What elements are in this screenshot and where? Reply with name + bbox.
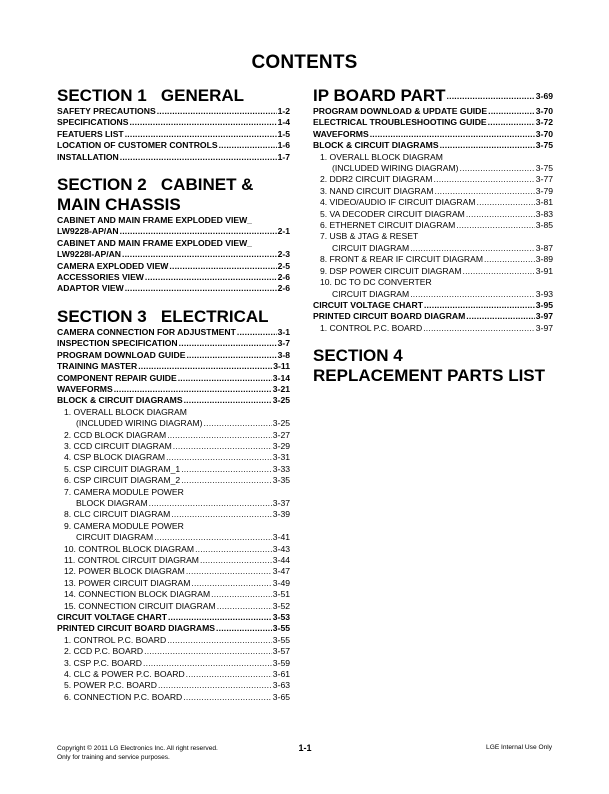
toc-entry-label: 2. DDR2 CIRCUIT DIAGRAM	[320, 174, 433, 185]
toc-entry-page: 3-70	[535, 106, 553, 116]
dot-leader	[410, 289, 535, 300]
toc-entry-label: CIRCUIT DIAGRAM	[76, 532, 154, 543]
toc-entry-label: ACCESSORIES VIEW	[57, 272, 144, 283]
toc-entry-page: 3-52	[272, 600, 290, 611]
toc-entry-page: 3-89	[535, 254, 553, 265]
toc-entry-label: BLOCK & CIRCUIT DIAGRAMS	[57, 395, 183, 406]
toc-entry-page: 3-14	[272, 372, 290, 383]
toc-entry-label: CIRCUIT VOLTAGE CHART	[313, 299, 423, 310]
toc-entry-label: ADAPTOR VIEW	[57, 283, 124, 294]
toc-entry-page: 3-43	[272, 543, 290, 554]
toc-entry[interactable]	[57, 272, 290, 283]
dot-leader	[143, 658, 272, 669]
toc-entry-label: COMPONENT REPAIR GUIDE	[57, 372, 177, 383]
page-title: CONTENTS	[251, 52, 358, 73]
dot-leader	[149, 498, 272, 509]
toc-entry[interactable]	[313, 152, 553, 163]
section-heading: SECTION 3 ELECTRICAL	[57, 306, 269, 326]
toc-entry-page: 3-11	[273, 361, 290, 372]
dot-leader	[168, 612, 272, 623]
toc-entry-page: 3-35	[272, 475, 290, 486]
toc-entry-label: CABINET AND MAIN FRAME EXPLODED VIEW_	[57, 237, 252, 248]
dot-leader	[138, 361, 272, 372]
toc-entry[interactable]	[313, 311, 553, 322]
toc-entry-page: 3-57	[272, 646, 290, 657]
toc-entry-page: 3-75	[535, 140, 553, 151]
toc-entry[interactable]	[57, 658, 290, 669]
toc-entry[interactable]	[57, 623, 290, 634]
toc-entry[interactable]	[57, 215, 290, 226]
toc-entry-page: 3-63	[272, 680, 290, 691]
dot-leader	[125, 283, 277, 294]
toc-entry[interactable]	[57, 106, 290, 117]
toc-entry-label: PRINTED CIRCUIT BOARD DIAGRAM	[313, 311, 466, 322]
toc-entry-page: 3-75	[535, 163, 553, 174]
toc-entry-label: BLOCK DIAGRAM	[76, 497, 148, 508]
toc-entry[interactable]	[57, 544, 290, 555]
toc-entry-label: 14. CONNECTION BLOCK DIAGRAM	[64, 589, 211, 600]
toc-right-column	[313, 86, 553, 386]
toc-entry[interactable]	[313, 197, 553, 208]
dot-leader	[463, 266, 535, 277]
toc-entry[interactable]	[57, 692, 290, 703]
toc-entry-label: 7. USB & JTAG & RESET	[320, 231, 419, 242]
toc-entry-label: SAFETY PRECAUTIONS	[57, 106, 156, 116]
toc-entry-page: 3-55	[272, 623, 290, 634]
toc-entry[interactable]	[57, 532, 290, 543]
toc-entry-page: 3-85	[535, 220, 553, 231]
usage-note: Only for training and service purposes.	[57, 754, 170, 761]
dot-leader	[237, 327, 277, 338]
toc-entry-label: SPECIFICATIONS	[57, 117, 129, 128]
toc-left-column	[57, 86, 290, 703]
dot-leader	[178, 373, 272, 384]
toc-entry-label: 8. CLC CIRCUIT DIAGRAM	[64, 509, 171, 520]
toc-entry-page: 3-1	[277, 326, 290, 337]
dot-leader	[410, 243, 535, 254]
toc-entry[interactable]	[313, 186, 553, 197]
toc-entry-label: 6. ETHERNET CIRCUIT DIAGRAM	[320, 220, 456, 231]
toc-entry-label: 6. CSP CIRCUIT DIAGRAM_2	[64, 475, 181, 486]
dot-leader	[120, 226, 277, 237]
dot-leader	[125, 129, 277, 140]
toc-entry-page: 3-29	[272, 440, 290, 451]
toc-entry[interactable]	[57, 117, 290, 128]
toc-entry-label: 8. FRONT & REAR IF CIRCUIT DIAGRAM	[320, 254, 483, 265]
toc-entry[interactable]	[313, 266, 553, 277]
toc-entry-page: 3-81	[535, 197, 553, 208]
toc-entry-label: INSPECTION SPECIFICATION	[57, 338, 178, 349]
toc-entry[interactable]	[313, 254, 553, 265]
dot-leader	[219, 140, 277, 151]
dot-leader	[204, 418, 272, 429]
toc-entry-page: 3-97	[535, 311, 553, 322]
dot-leader	[167, 430, 272, 441]
toc-entry[interactable]	[57, 261, 290, 272]
dot-leader	[434, 186, 534, 197]
toc-entry[interactable]	[57, 140, 290, 151]
toc-entry[interactable]	[57, 646, 290, 657]
toc-entry[interactable]	[57, 578, 290, 589]
toc-entry[interactable]	[57, 327, 290, 338]
toc-entry-label: 10. CONTROL BLOCK DIAGRAM	[64, 543, 195, 554]
page-number: 1-1	[298, 743, 312, 753]
toc-entry-label: CIRCUIT DIAGRAM	[332, 288, 410, 299]
dot-leader	[186, 669, 272, 680]
section-heading: REPLACEMENT PARTS LIST	[313, 366, 546, 386]
dot-leader	[195, 544, 272, 555]
toc-entry-page: 2-6	[277, 272, 290, 283]
dot-leader	[186, 350, 276, 361]
toc-entry[interactable]	[57, 384, 290, 395]
toc-entry[interactable]	[57, 249, 290, 260]
toc-entry-label: CIRCUIT DIAGRAM	[332, 242, 410, 253]
toc-entry-page: 3-8	[277, 349, 290, 360]
toc-entry[interactable]	[57, 669, 290, 680]
toc-entry[interactable]	[57, 226, 290, 237]
dot-leader	[488, 117, 535, 128]
dot-leader	[122, 249, 277, 260]
dot-leader	[423, 323, 535, 334]
dot-leader	[144, 646, 272, 657]
toc-entry-label: CABINET AND MAIN FRAME EXPLODED VIEW_	[57, 215, 252, 226]
toc-entry[interactable]	[313, 289, 553, 300]
toc-entry-page: 3-47	[272, 566, 290, 577]
dot-leader	[179, 338, 277, 349]
toc-entry-label: 5. POWER P.C. BOARD	[64, 680, 157, 691]
toc-entry[interactable]	[57, 601, 290, 612]
toc-entry-page: 2-3	[277, 249, 290, 260]
dot-leader	[114, 384, 272, 395]
footer-copyright	[57, 744, 218, 762]
toc-entry-page: 3-33	[272, 463, 290, 474]
toc-entry-page: 3-55	[272, 634, 290, 645]
toc-entry-label: PRINTED CIRCUIT BOARD DIAGRAMS	[57, 623, 216, 634]
dot-leader	[186, 566, 272, 577]
toc-entry-page: 1-7	[277, 151, 290, 162]
dot-leader	[477, 197, 535, 208]
toc-entry-page: 3-77	[535, 174, 553, 185]
dot-leader	[169, 261, 276, 272]
toc-entry-page: 3-95	[535, 299, 553, 310]
toc-entry-label: PROGRAM DOWNLOAD GUIDE	[57, 349, 186, 360]
footer-internal-note: LGE Internal Use Only	[486, 744, 552, 751]
toc-entry-page: 3-31	[272, 452, 290, 463]
dot-leader	[484, 254, 535, 265]
dot-leader	[129, 117, 276, 128]
toc-entry-page: 1-6	[277, 140, 290, 151]
toc-entry-label: 4. CSP BLOCK DIAGRAM	[64, 452, 166, 463]
section-heading: MAIN CHASSIS	[57, 195, 181, 215]
toc-entry[interactable]	[313, 174, 553, 185]
toc-entry-page: 3-7	[277, 338, 290, 349]
toc-entry[interactable]	[57, 452, 290, 463]
toc-entry-label: 3. CSP P.C. BOARD	[64, 657, 143, 668]
toc-entry-page: 3-21	[272, 383, 290, 394]
toc-entry[interactable]	[313, 323, 553, 334]
toc-entry-label: PROGRAM DOWNLOAD & UPDATE GUIDE	[313, 106, 488, 116]
dot-leader	[145, 272, 277, 283]
toc-entry[interactable]	[57, 555, 290, 566]
toc-entry-page: 3-53	[272, 612, 290, 623]
dot-leader	[154, 532, 272, 543]
dot-leader	[173, 441, 272, 452]
toc-entry-label: CAMERA EXPLODED VIEW	[57, 260, 169, 271]
toc-entry-page: 3-91	[535, 265, 553, 276]
toc-entry[interactable]	[57, 441, 290, 452]
copyright-line: Copyright © 2011 LG Electronics Inc. All right reserved.	[57, 745, 218, 752]
toc-entry-page: 3-39	[272, 509, 290, 520]
toc-entry-page: 1-2	[277, 106, 290, 116]
toc-entry-label: BLOCK & CIRCUIT DIAGRAMS	[313, 140, 439, 151]
dot-leader	[167, 635, 272, 646]
dot-leader	[434, 174, 535, 185]
dot-leader	[157, 106, 277, 117]
toc-entry[interactable]	[57, 418, 290, 429]
toc-entry-label: 3. CCD CIRCUIT DIAGRAM	[64, 440, 172, 451]
toc-entry[interactable]	[57, 395, 290, 406]
toc-entry[interactable]	[313, 140, 553, 151]
toc-entry[interactable]	[57, 373, 290, 384]
dot-leader	[447, 86, 535, 106]
toc-entry-label: 2. CCD P.C. BOARD	[64, 646, 144, 657]
dot-leader	[191, 578, 271, 589]
toc-entry-label: LOCATION OF CUSTOMER CONTROLS	[57, 140, 218, 151]
toc-entry[interactable]	[57, 361, 290, 372]
toc-entry[interactable]	[57, 129, 290, 140]
section-heading-label: IP BOARD PART	[313, 86, 446, 105]
toc-entry-page: 3-70	[535, 128, 553, 139]
toc-entry-label: (INCLUDED WIRING DIAGRAM)	[76, 418, 203, 429]
dot-leader	[183, 692, 272, 703]
dot-leader	[217, 601, 272, 612]
dot-leader	[370, 129, 535, 140]
dot-leader	[216, 623, 272, 634]
toc-entry-label: 4. VIDEO/AUDIO IF CIRCUIT DIAGRAM	[320, 197, 476, 208]
toc-entry[interactable]	[57, 498, 290, 509]
toc-entry[interactable]	[57, 509, 290, 520]
toc-entry[interactable]	[57, 589, 290, 600]
dot-leader	[181, 475, 272, 486]
section-heading-page: 3-69	[535, 91, 553, 101]
toc-entry[interactable]	[57, 566, 290, 577]
toc-entry-page: 3-44	[272, 555, 290, 565]
toc-entry[interactable]	[57, 521, 290, 532]
toc-entry-page: 3-25	[272, 418, 290, 429]
toc-entry-page: 3-25	[272, 395, 290, 406]
toc-entry-label: FEATUERS LIST	[57, 128, 124, 139]
toc-entry[interactable]	[57, 612, 290, 623]
dot-leader	[440, 140, 535, 151]
toc-entry-label: 6. CONNECTION P.C. BOARD	[64, 691, 183, 702]
toc-entry-page: 2-5	[277, 260, 290, 271]
toc-entry[interactable]	[57, 680, 290, 691]
toc-entry-label: LW9228-AP/AN	[57, 226, 119, 237]
toc-entry[interactable]	[313, 106, 553, 117]
toc-entry[interactable]	[57, 475, 290, 486]
toc-entry-page: 3-49	[272, 577, 290, 588]
dot-leader	[120, 152, 277, 163]
dot-leader	[184, 395, 272, 406]
toc-entry-label: 1. CONTROL P.C. BOARD	[320, 322, 423, 333]
toc-entry-label: 9. CAMERA MODULE POWER	[64, 520, 184, 531]
toc-entry[interactable]	[313, 163, 553, 174]
toc-entry-label: WAVEFORMS	[57, 383, 113, 394]
toc-entry-label: WAVEFORMS	[313, 128, 369, 139]
section-heading: SECTION 2 CABINET &	[57, 175, 254, 195]
toc-entry[interactable]	[313, 209, 553, 220]
toc-entry-label: 4. CLC & POWER P.C. BOARD	[64, 669, 185, 680]
toc-entry[interactable]	[313, 277, 553, 288]
toc-entry-label: INSTALLATION	[57, 151, 119, 162]
toc-entry-page: 3-37	[272, 497, 290, 508]
toc-entry[interactable]	[313, 129, 553, 140]
section-heading: SECTION 1 GENERAL	[57, 86, 245, 105]
toc-entry-page: 3-93	[535, 288, 553, 299]
toc-entry[interactable]	[57, 152, 290, 163]
toc-entry-label: ELECTRICAL TROUBLESHOOTING GUIDE	[313, 117, 487, 128]
toc-entry-label: 15. CONNECTION CIRCUIT DIAGRAM	[64, 600, 216, 611]
toc-entry-label: 5. VA DECODER CIRCUIT DIAGRAM	[320, 208, 465, 219]
toc-entry[interactable]	[313, 300, 553, 311]
dot-leader	[488, 106, 535, 117]
dot-leader	[466, 209, 535, 220]
toc-entry-page: 2-6	[277, 283, 290, 294]
dot-leader	[200, 555, 272, 566]
dot-leader	[460, 163, 535, 174]
toc-entry[interactable]	[57, 430, 290, 441]
toc-entry-label: 5. CSP CIRCUIT DIAGRAM_1	[64, 463, 181, 474]
toc-entry-page: 3-51	[272, 589, 290, 600]
toc-entry-label: 11. CONTROL CIRCUIT DIAGRAM	[64, 555, 199, 565]
dot-leader	[158, 680, 272, 691]
toc-entry-label: CAMERA CONNECTION FOR ADJUSTMENT	[57, 326, 236, 337]
dot-leader	[466, 311, 535, 322]
toc-entry[interactable]	[313, 231, 553, 242]
dot-leader	[171, 509, 271, 520]
toc-entry[interactable]	[57, 635, 290, 646]
toc-entry-page: 3-27	[272, 429, 290, 440]
toc-entry[interactable]	[57, 464, 290, 475]
toc-entry-page: 2-1	[277, 226, 290, 237]
toc-entry-page: 3-59	[272, 657, 290, 668]
toc-entry-page: 3-41	[272, 532, 290, 543]
toc-entry-page: 3-83	[535, 208, 553, 219]
dot-leader	[456, 220, 535, 231]
toc-entry-label: 10. DC TO DC CONVERTER	[320, 277, 432, 288]
toc-entry-page: 1-5	[277, 128, 290, 139]
toc-entry-page: 1-4	[277, 117, 290, 128]
dot-leader	[166, 452, 272, 463]
toc-entry-label: 1. CONTROL P.C. BOARD	[64, 634, 167, 645]
toc-entry[interactable]	[313, 220, 553, 231]
toc-entry-label: 13. POWER CIRCUIT DIAGRAM	[64, 577, 191, 588]
toc-entry-label: (INCLUDED WIRING DIAGRAM)	[332, 163, 459, 174]
toc-entry[interactable]	[57, 487, 290, 498]
toc-entry-label: 9. DSP POWER CIRCUIT DIAGRAM	[320, 265, 462, 276]
toc-entry[interactable]	[57, 350, 290, 361]
toc-entry-label: 1. OVERALL BLOCK DIAGRAM	[320, 151, 443, 162]
toc-entry-label: CIRCUIT VOLTAGE CHART	[57, 612, 167, 623]
toc-entry-page: 3-65	[272, 691, 290, 702]
toc-entry-label: LW9228I-AP/AN	[57, 249, 121, 260]
toc-entry-page: 3-72	[535, 117, 553, 128]
section-heading: SECTION 4	[313, 346, 403, 366]
toc-entry[interactable]	[57, 238, 290, 249]
toc-entry-page: 3-87	[535, 242, 553, 253]
dot-leader	[424, 300, 535, 311]
toc-entry-page: 3-97	[535, 322, 553, 333]
toc-entry-label: 1. OVERALL BLOCK DIAGRAM	[64, 406, 187, 417]
toc-entry-label: 12. POWER BLOCK DIAGRAM	[64, 566, 185, 577]
toc-entry-page: 3-61	[272, 669, 290, 680]
dot-leader	[211, 589, 272, 600]
toc-entry[interactable]	[313, 117, 553, 128]
section-heading[interactable]	[313, 86, 553, 106]
toc-entry[interactable]	[313, 243, 553, 254]
toc-entry-label: TRAINING MASTER	[57, 361, 138, 372]
toc-entry[interactable]	[57, 283, 290, 294]
toc-entry[interactable]	[57, 338, 290, 349]
toc-entry-label: 7. CAMERA MODULE POWER	[64, 486, 184, 497]
toc-entry-label: 2. CCD BLOCK DIAGRAM	[64, 429, 167, 440]
dot-leader	[181, 464, 272, 475]
toc-entry-page: 3-79	[535, 185, 553, 196]
toc-entry[interactable]	[57, 407, 290, 418]
toc-entry-label: 3. NAND CIRCUIT DIAGRAM	[320, 185, 434, 196]
